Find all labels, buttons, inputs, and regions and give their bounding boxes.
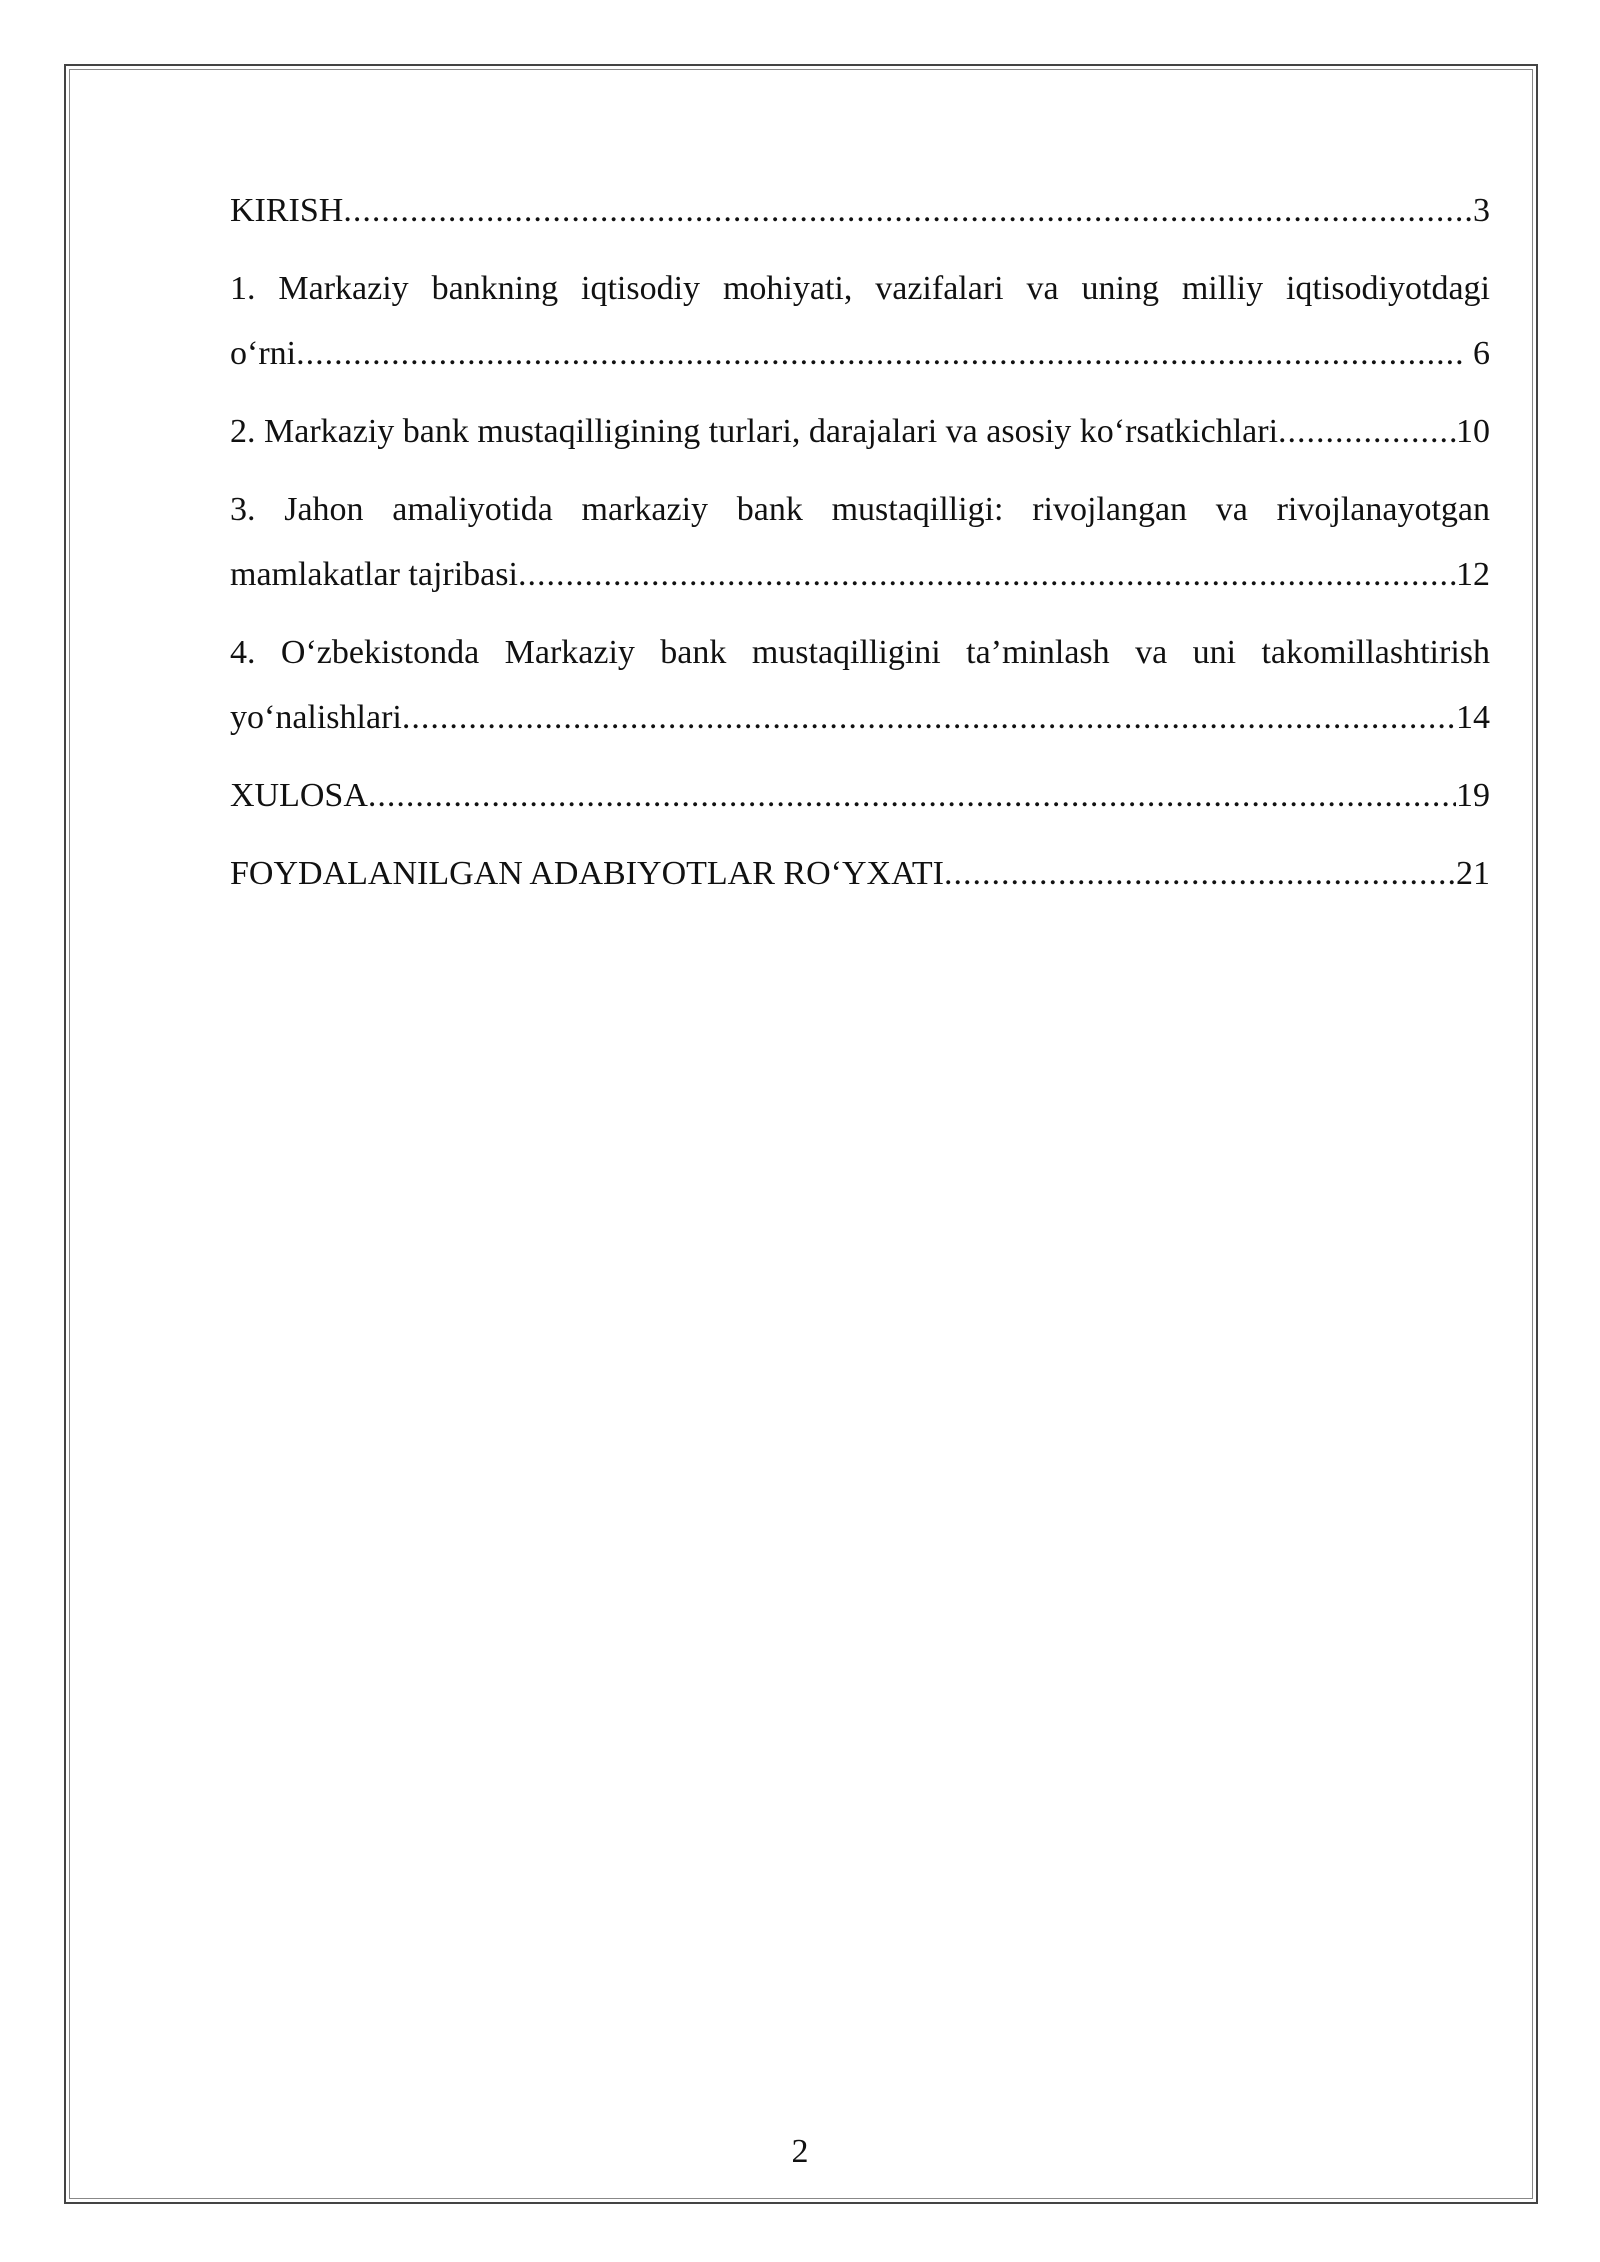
toc-entry-page: 14 bbox=[1456, 699, 1490, 736]
toc-entry-kirish[interactable] bbox=[230, 178, 1490, 243]
page-number: 2 bbox=[791, 2133, 809, 2170]
toc-entry-section-3[interactable] bbox=[230, 477, 1490, 607]
toc-entry-page: 6 bbox=[1464, 335, 1490, 372]
toc-entry-section-1[interactable] bbox=[230, 256, 1490, 386]
toc-entry-title: XULOSA bbox=[230, 777, 368, 814]
toc-entry-title: yo‘nalishlari bbox=[230, 699, 402, 736]
toc-entry-last-line bbox=[230, 763, 1490, 828]
toc-entry-last-line bbox=[230, 542, 1490, 607]
toc-entry-title: o‘rni bbox=[230, 335, 297, 372]
toc-entry-last-line bbox=[230, 685, 1490, 750]
table-of-contents bbox=[230, 178, 1490, 919]
dot-leader bbox=[1278, 399, 1456, 464]
dot-leader bbox=[402, 685, 1456, 750]
toc-entry-title: KIRISH bbox=[230, 192, 344, 229]
toc-entry-line: 4. O‘zbekistonda Markaziy bank mustaqilligini ta’minlash va uni takomillashtirish bbox=[230, 634, 1490, 671]
toc-entry-page: 19 bbox=[1456, 777, 1490, 814]
toc-entry-page: 12 bbox=[1456, 556, 1490, 593]
toc-entry-page: 21 bbox=[1456, 855, 1490, 892]
toc-entry-xulosa[interactable] bbox=[230, 763, 1490, 828]
toc-entry-last-line bbox=[230, 841, 1490, 906]
toc-entry-title: 2. Markaziy bank mustaqilligining turlari, darajalari va asosiy ko‘rsatkichlari bbox=[230, 413, 1279, 450]
dot-leader bbox=[368, 763, 1456, 828]
toc-entry-section-4[interactable] bbox=[230, 620, 1490, 750]
toc-entry-line: 3. Jahon amaliyotida markaziy bank mustaqilligi: rivojlangan va rivojlanayotgan bbox=[230, 491, 1490, 528]
toc-entry-title: mamlakatlar tajribasi bbox=[230, 556, 518, 593]
dot-leader bbox=[944, 841, 1456, 906]
dot-leader bbox=[296, 321, 1464, 386]
toc-entry-title: FOYDALANILGAN ADABIYOTLAR RO‘YXATI bbox=[230, 855, 944, 892]
toc-entry-last-line bbox=[230, 178, 1490, 243]
toc-entry-line: 1. Markaziy bankning iqtisodiy mohiyati, vazifalari va uning milliy iqtisodiyotdagi bbox=[230, 270, 1490, 307]
dot-leader bbox=[343, 178, 1473, 243]
toc-entry-last-line bbox=[230, 321, 1490, 386]
toc-entry-page: 3 bbox=[1473, 192, 1490, 229]
toc-entry-page: 10 bbox=[1456, 413, 1490, 450]
toc-entry-section-2[interactable] bbox=[230, 399, 1490, 464]
toc-entry-last-line bbox=[230, 399, 1490, 464]
dot-leader bbox=[518, 542, 1456, 607]
toc-entry-references[interactable] bbox=[230, 841, 1490, 906]
